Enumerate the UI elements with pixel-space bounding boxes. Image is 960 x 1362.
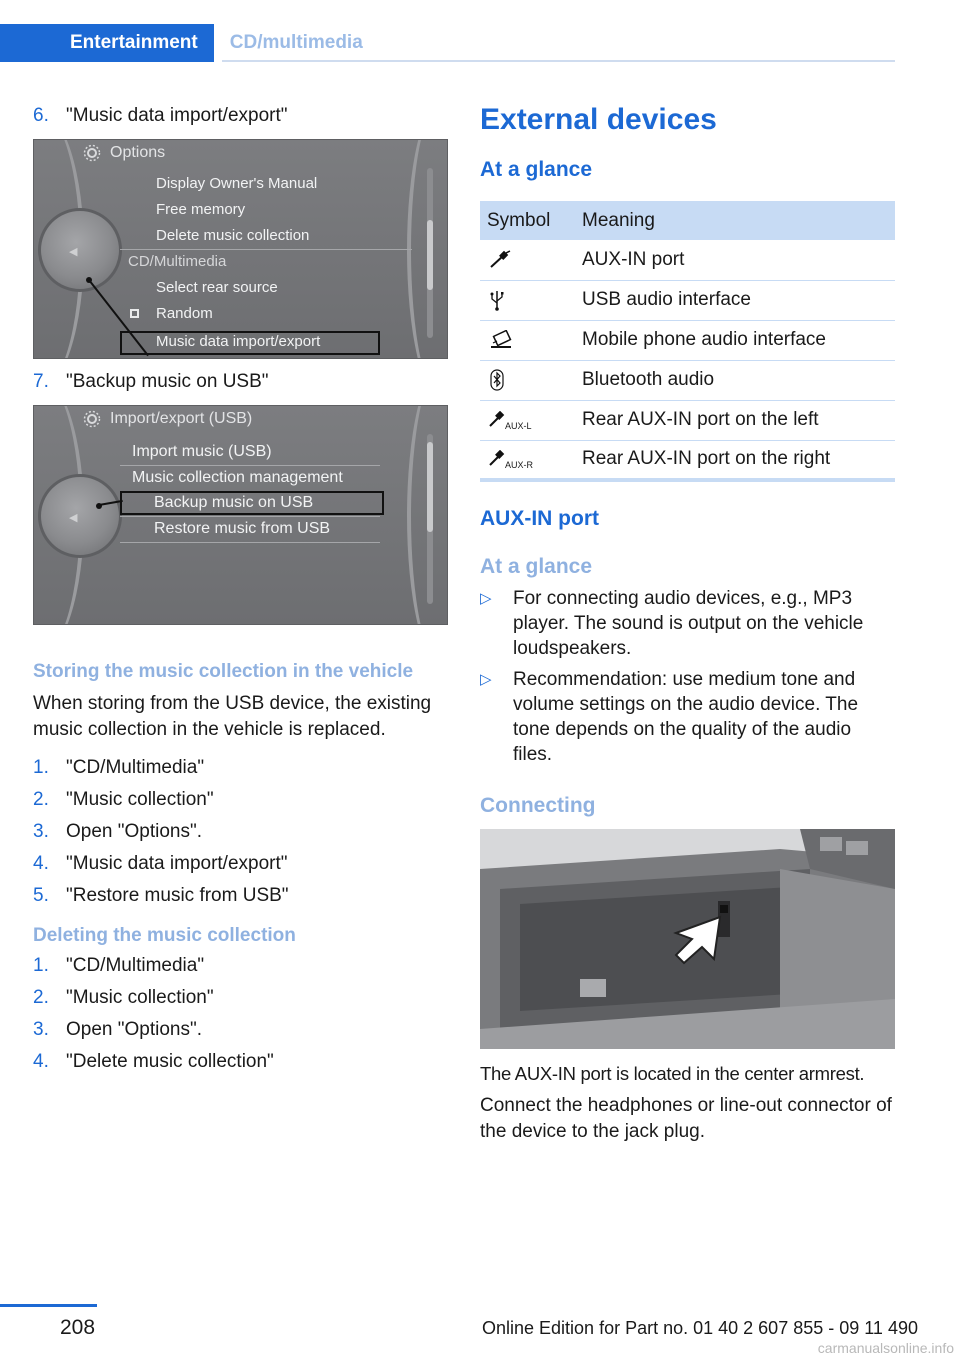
step-text: "Music collection" [66, 789, 214, 810]
header-rule [222, 60, 895, 62]
list-item [33, 755, 448, 781]
step-number: 1. [33, 955, 49, 976]
storing-steps [33, 755, 448, 909]
screen-scrollbar [427, 434, 433, 604]
step-number: 6. [33, 105, 49, 126]
menu-separator [120, 516, 380, 517]
step-text: "CD/Multimedia" [66, 757, 205, 778]
table-row [480, 360, 895, 400]
menu-separator [120, 542, 380, 543]
step-text: "Restore music from USB" [66, 885, 289, 906]
footer-rule [0, 1304, 97, 1307]
auxin-heading: AUX-IN port [480, 507, 599, 530]
table-header-symbol: Symbol [480, 201, 575, 240]
scrollbar-thumb [427, 442, 433, 532]
gear-icon [82, 143, 102, 163]
triangle-bullet-icon: ▷ [480, 671, 492, 688]
meaning-cell: AUX-IN port [575, 240, 895, 280]
symbol-cell [480, 360, 575, 400]
watermark: carmanualsonline.info [817, 1340, 954, 1356]
step-text: Open "Options". [66, 1019, 203, 1040]
table-row [480, 320, 895, 360]
menu-item: Music collection management [132, 469, 343, 486]
header-section: Entertainment [0, 24, 214, 62]
list-item [480, 586, 895, 661]
step-number: 1. [33, 757, 49, 778]
table-header-meaning: Meaning [575, 201, 895, 240]
table-row [480, 280, 895, 320]
connecting-paragraph-2: Connect the headphones or line-out connector of the device to the jack plug. [480, 1095, 892, 1142]
aux-left-icon [487, 411, 505, 429]
page-number: 208 [60, 1316, 96, 1339]
menu-item: Import music (USB) [132, 443, 272, 460]
header-subsection: CD/multimedia [229, 32, 363, 53]
list-item [33, 1017, 448, 1043]
meaning-cell: Rear AUX-IN port on the right [575, 440, 895, 480]
controller-knob [38, 474, 122, 558]
meaning-cell: Rear AUX-IN port on the left [575, 400, 895, 440]
checkbox-icon [130, 309, 139, 318]
auxin-glance-heading: At a glance [480, 555, 593, 578]
controller-knob [38, 208, 122, 292]
menu-separator [120, 249, 412, 250]
symbol-cell [480, 240, 575, 280]
list-item [33, 985, 448, 1011]
step-text: "Delete music collection" [66, 1051, 274, 1072]
step-text: "Backup music on USB" [66, 371, 269, 392]
screen-scrollbar [427, 168, 433, 338]
armrest-photo [480, 829, 895, 1049]
list-item [33, 1049, 448, 1075]
bullet-text: For connecting audio devices, e.g., MP3 player. The sound is output on the vehicle loudspeakers. [513, 588, 864, 659]
glance-heading: At a glance [480, 158, 593, 181]
armrest-illustration [480, 829, 895, 1049]
menu-item-highlighted: Music data import/export [156, 333, 321, 350]
right-column [480, 103, 895, 1145]
page-header [0, 24, 895, 62]
menu-item: Select rear source [156, 279, 278, 296]
list-item [33, 819, 448, 845]
list-item [33, 787, 448, 813]
step-number: 3. [33, 1019, 49, 1040]
step-text: "Music collection" [66, 987, 214, 1008]
pointer-line [88, 279, 149, 356]
step-6 [33, 103, 448, 129]
menu-item: Restore music from USB [154, 520, 331, 537]
storing-paragraph: When storing from the USB device, the existing music collection in the vehicle is replaced. [33, 693, 432, 740]
screen-title [82, 143, 165, 163]
symbol-cell [480, 280, 575, 320]
step-number: 7. [33, 371, 49, 392]
menu-item-highlighted: Backup music on USB [154, 494, 314, 511]
menu-item: Random [156, 305, 213, 322]
left-column [33, 103, 448, 1081]
meaning-cell: USB audio interface [575, 280, 895, 320]
step-number: 5. [33, 885, 49, 906]
step-number: 4. [33, 1051, 49, 1072]
page-title: External devices [480, 103, 717, 136]
step-number: 2. [33, 987, 49, 1008]
symbol-cell [480, 440, 575, 480]
table-row [480, 440, 895, 480]
step-number: 2. [33, 789, 49, 810]
menu-separator [120, 465, 380, 466]
step-7 [33, 369, 448, 395]
table-row [480, 400, 895, 440]
aux-in-plug-icon [487, 250, 513, 270]
arrow-left-icon: ◀ [69, 512, 78, 524]
storing-heading: Storing the music collection in the vehicle [33, 661, 414, 682]
list-item [33, 953, 448, 979]
step-number: 3. [33, 821, 49, 842]
symbol-cell [480, 320, 575, 360]
step-text: "Music data import/export" [66, 105, 288, 126]
step-text: Open "Options". [66, 821, 203, 842]
phone-audio-icon [487, 330, 515, 350]
edition-text: Online Edition for Part no. 01 40 2 607 855 - 09 11 490 [482, 1318, 918, 1338]
menu-section: CD/Multimedia [128, 253, 227, 270]
bullet-text: Recommendation: use medium tone and volume settings on the audio device. The tone depends on the quality of the audio files. [513, 669, 859, 765]
symbol-table [480, 201, 895, 482]
step-number: 4. [33, 853, 49, 874]
scrollbar-thumb [427, 220, 433, 290]
aux-right-icon [487, 450, 505, 468]
meaning-cell: Mobile phone audio interface [575, 320, 895, 360]
aux-right-label: AUX-R [505, 460, 534, 471]
triangle-bullet-icon: ▷ [480, 590, 492, 607]
usb-icon [487, 289, 507, 311]
list-item [33, 883, 448, 909]
bluetooth-icon [487, 369, 507, 391]
deleting-heading: Deleting the music collection [33, 925, 296, 946]
symbol-cell [480, 400, 575, 440]
connecting-paragraph-1: The AUX-IN port is located in the center armrest. [480, 1063, 865, 1084]
screen-title [82, 409, 252, 429]
table-row [480, 240, 895, 280]
aux-left-label: AUX-L [505, 421, 532, 431]
arrow-left-icon: ◀ [69, 246, 78, 258]
list-item [480, 667, 895, 767]
options-screenshot [33, 139, 448, 359]
step-text: "CD/Multimedia" [66, 955, 205, 976]
step-text: "Music data import/export" [66, 853, 288, 874]
screen-title-text: Import/export (USB) [110, 410, 253, 427]
connecting-heading: Connecting [480, 794, 596, 817]
menu-item: Delete music collection [156, 227, 310, 244]
menu-item: Display Owner's Manual [156, 175, 318, 192]
meaning-cell: Bluetooth audio [575, 360, 895, 400]
import-export-screenshot [33, 405, 448, 625]
list-item [33, 851, 448, 877]
screen-title-text: Options [110, 144, 166, 161]
deleting-steps [33, 953, 448, 1075]
menu-item: Free memory [156, 201, 246, 218]
table-header-row [480, 201, 895, 240]
gear-icon [82, 409, 102, 429]
